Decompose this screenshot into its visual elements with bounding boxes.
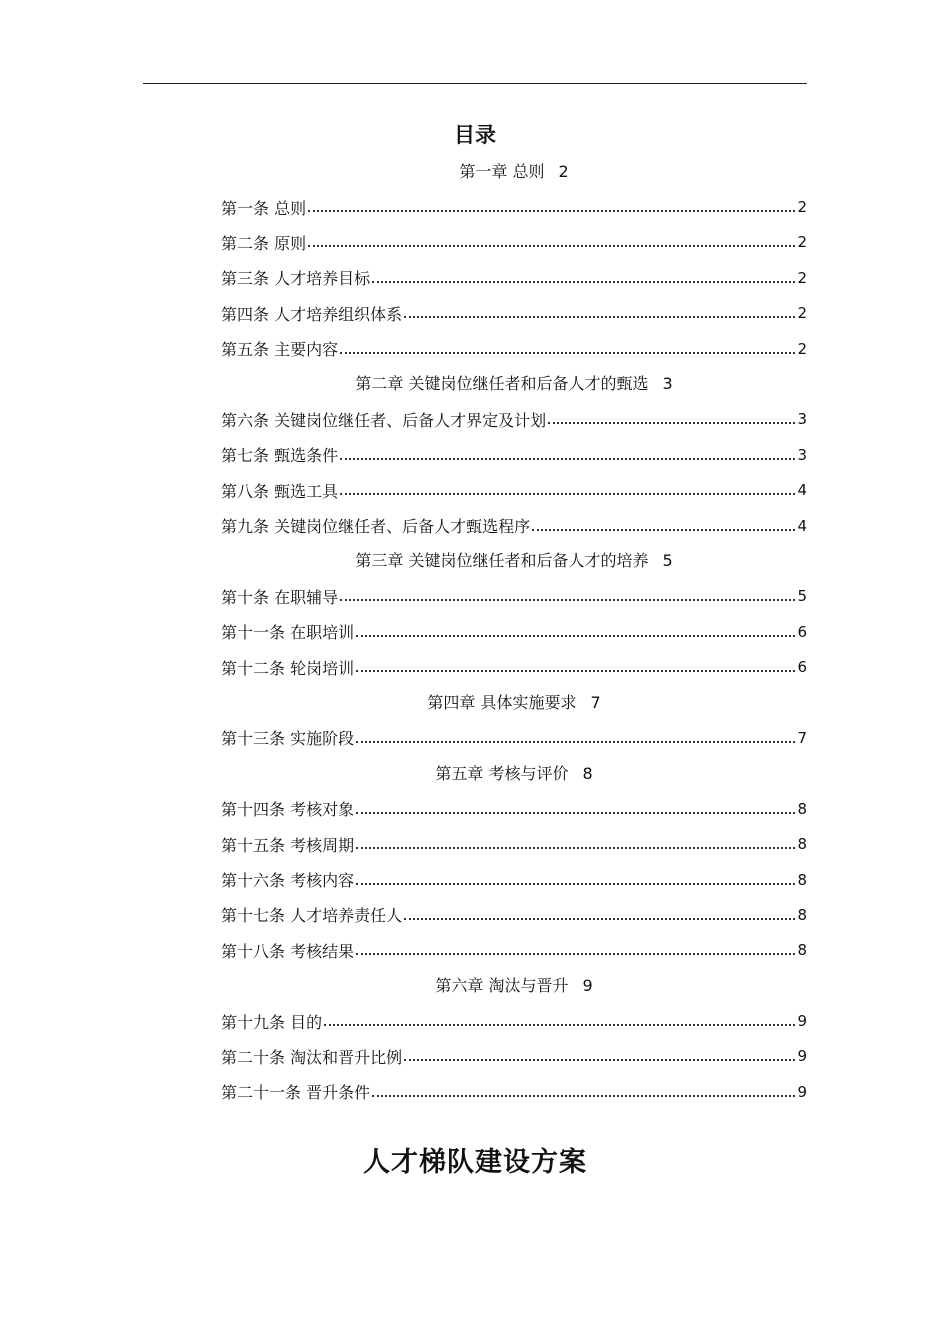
toc-entry-label: 第八条 甄选工具 [221, 481, 339, 501]
toc-entry[interactable] [221, 579, 807, 614]
toc-entry-page: 9 [797, 1082, 807, 1101]
table-of-contents [221, 154, 807, 1110]
toc-entry[interactable] [221, 473, 807, 508]
toc-chapter[interactable] [221, 366, 807, 401]
toc-chapter[interactable] [221, 756, 807, 791]
toc-entry-page: 3 [797, 445, 807, 464]
toc-entry-label: 第十八条 考核结果 [221, 941, 355, 961]
toc-chapter-page: 7 [590, 692, 601, 712]
dot-leader [356, 670, 795, 672]
dot-leader [372, 1095, 795, 1097]
toc-entry-label: 第七条 甄选条件 [221, 446, 339, 466]
toc-entry-page: 4 [797, 516, 807, 535]
toc-entry[interactable] [221, 720, 807, 755]
toc-chapter-page: 8 [582, 763, 593, 783]
toc-entry-label: 第十五条 考核周期 [221, 835, 355, 855]
toc-entry-page: 6 [797, 622, 807, 641]
dot-leader [356, 635, 795, 637]
document-title: 人才梯队建设方案 [363, 1147, 587, 1178]
toc-entry-page: 2 [797, 339, 807, 358]
toc-entry-label: 第十三条 实施阶段 [221, 729, 355, 749]
toc-entry[interactable] [221, 614, 807, 649]
toc-entry-label: 第十四条 考核对象 [221, 800, 355, 820]
toc-entry-page: 8 [797, 835, 807, 854]
toc-entry-page: 2 [797, 233, 807, 252]
toc-entry-label: 第十一条 在职培训 [221, 623, 355, 643]
toc-chapter-label: 第一章 总则 [459, 162, 545, 181]
toc-chapter[interactable] [221, 685, 807, 720]
toc-entry[interactable] [221, 649, 807, 684]
toc-entry[interactable] [221, 897, 807, 932]
toc-entry[interactable] [221, 402, 807, 437]
dot-leader [356, 847, 795, 849]
toc-chapter[interactable] [221, 543, 807, 578]
toc-entry-label: 第十七条 人才培养责任人 [221, 906, 403, 926]
toc-entry[interactable] [221, 225, 807, 260]
toc-entry[interactable] [221, 791, 807, 826]
toc-entry[interactable] [221, 826, 807, 861]
toc-chapter-page: 3 [662, 374, 673, 394]
toc-entry-page: 2 [797, 304, 807, 323]
dot-leader [548, 422, 795, 424]
toc-entry-page: 8 [797, 905, 807, 924]
toc-entry-page: 6 [797, 658, 807, 677]
toc-entry-label: 第二十一条 晋升条件 [221, 1083, 371, 1103]
toc-entry-label: 第十二条 轮岗培训 [221, 658, 355, 678]
toc-entry-label: 第六条 关键岗位继任者、后备人才界定及计划 [221, 410, 547, 430]
toc-chapter-page: 5 [662, 551, 673, 571]
toc-chapter-label: 第三章 关键岗位继任者和后备人才的培养 [355, 551, 649, 571]
toc-chapter[interactable] [221, 968, 807, 1003]
dot-leader [404, 316, 795, 318]
toc-entry[interactable] [221, 189, 807, 224]
toc-chapter-page: 2 [558, 162, 569, 181]
toc-entry[interactable] [221, 933, 807, 968]
toc-entry-page: 4 [797, 481, 807, 500]
toc-entry-label: 第五条 主要内容 [221, 340, 339, 360]
toc-chapter-label: 第四章 具体实施要求 [427, 692, 577, 712]
toc-entry-label: 第二十条 淘汰和晋升比例 [221, 1047, 403, 1067]
toc-entry[interactable] [221, 1003, 807, 1038]
toc-entry[interactable] [221, 862, 807, 897]
toc-entry-label: 第四条 人才培养组织体系 [221, 304, 403, 324]
dot-leader [308, 210, 795, 212]
dot-leader [356, 741, 795, 743]
toc-entry-label: 第九条 关键岗位继任者、后备人才甄选程序 [221, 517, 531, 537]
toc-entry-label: 第二条 原则 [221, 233, 307, 253]
header-rule [143, 83, 807, 84]
dot-leader [340, 458, 795, 460]
toc-entry[interactable] [221, 1039, 807, 1074]
toc-entry[interactable] [221, 437, 807, 472]
toc-entry[interactable] [221, 331, 807, 366]
dot-leader [324, 1024, 795, 1026]
dot-leader [340, 352, 795, 354]
toc-entry[interactable] [221, 296, 807, 331]
dot-leader [404, 1059, 795, 1061]
toc-chapter-label: 第二章 关键岗位继任者和后备人才的甄选 [355, 374, 649, 394]
toc-entry-page: 8 [797, 941, 807, 960]
toc-chapter-label: 第六章 淘汰与晋升 [435, 975, 569, 995]
toc-entry[interactable] [221, 508, 807, 543]
toc-entry-page: 9 [797, 1047, 807, 1066]
toc-chapter[interactable] [221, 154, 807, 189]
dot-leader [356, 812, 795, 814]
toc-title: 目录 [454, 123, 496, 147]
toc-entry-page: 7 [797, 728, 807, 747]
toc-chapter-page: 9 [582, 975, 593, 995]
toc-entry[interactable] [221, 260, 807, 295]
toc-entry-label: 第三条 人才培养目标 [221, 269, 371, 289]
toc-entry-label: 第十六条 考核内容 [221, 871, 355, 890]
toc-entry[interactable] [221, 1074, 807, 1109]
dot-leader [372, 281, 795, 283]
dot-leader [356, 953, 795, 955]
toc-entry-page: 2 [797, 268, 807, 287]
dot-leader [356, 883, 795, 885]
toc-entry-page: 8 [797, 799, 807, 818]
toc-entry-page: 5 [797, 587, 807, 606]
dot-leader [532, 529, 795, 531]
toc-entry-label: 第一条 总则 [221, 198, 307, 218]
dot-leader [340, 493, 795, 495]
dot-leader [404, 918, 795, 920]
toc-entry-page: 9 [797, 1012, 807, 1031]
toc-entry-page: 3 [797, 410, 807, 429]
toc-entry-page: 2 [797, 198, 807, 217]
toc-entry-page: 8 [797, 870, 807, 889]
toc-chapter-label: 第五章 考核与评价 [435, 763, 569, 783]
dot-leader [340, 599, 795, 601]
toc-entry-label: 第十条 在职辅导 [221, 587, 339, 607]
dot-leader [308, 245, 795, 247]
toc-entry-label: 第十九条 目的 [221, 1012, 323, 1032]
